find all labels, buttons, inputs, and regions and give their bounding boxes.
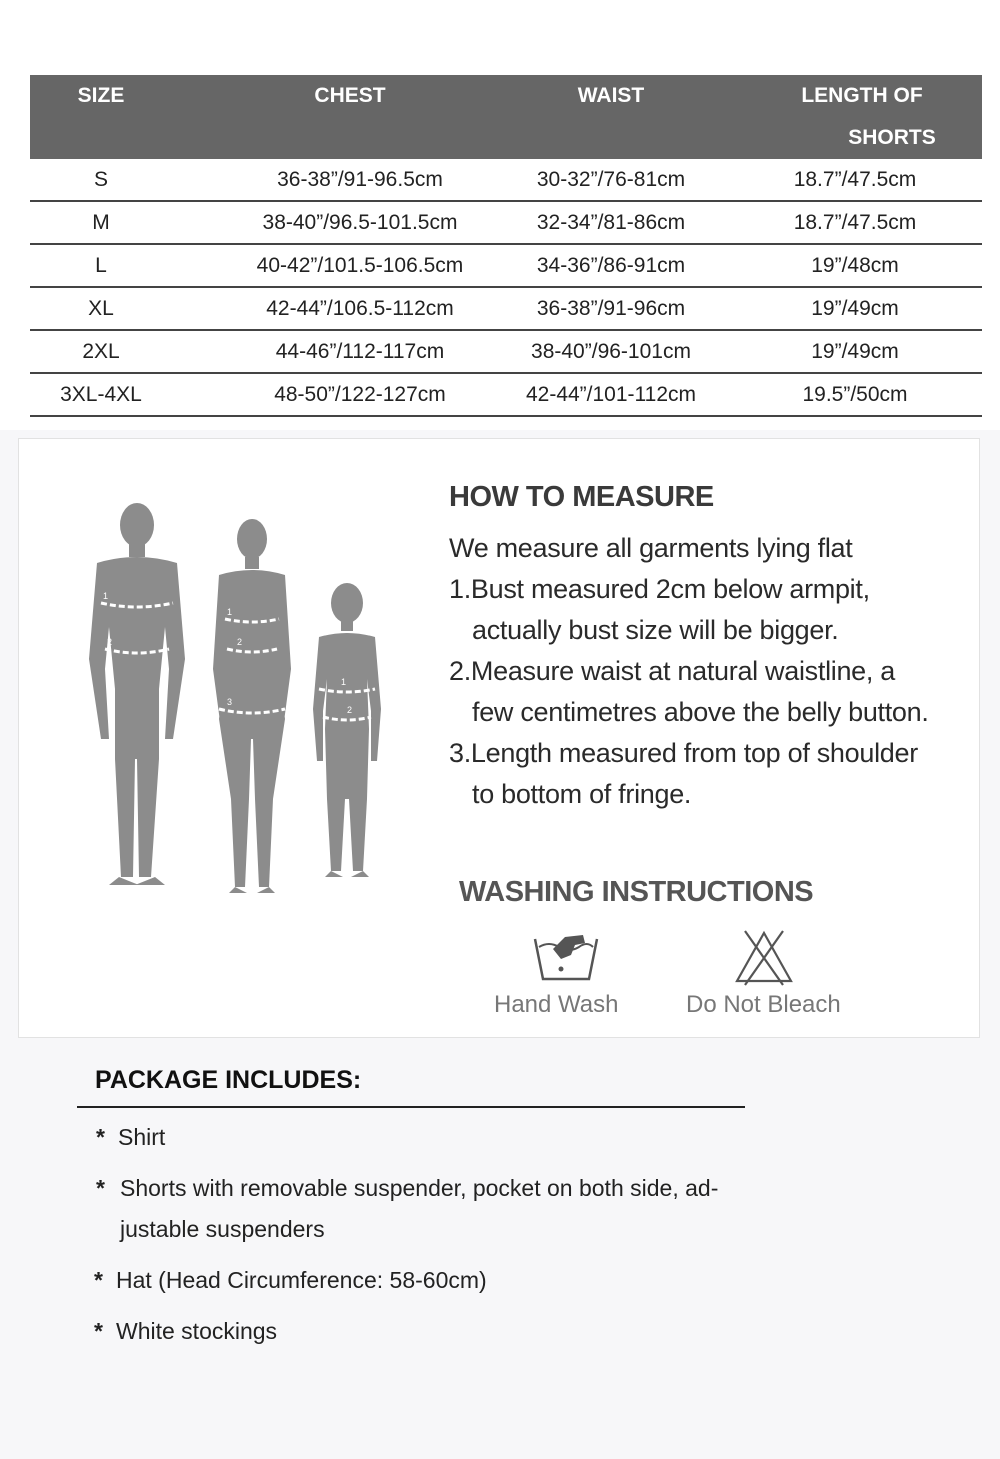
measure-line: 1.Bust measured 2cm below armpit, (449, 574, 870, 604)
measure-line: We measure all garments lying flat (449, 533, 853, 563)
list-item-text: Hat (Head Circumference: 58-60cm) (116, 1267, 487, 1293)
table-row (30, 374, 982, 417)
list-item-text: Shorts with removable suspender, pocket on both side, ad- (120, 1175, 719, 1201)
waist-cell: 32-34”/81-86cm (536, 211, 686, 234)
list-item (94, 1267, 487, 1294)
table-header (30, 75, 982, 159)
chest-cell: 44-46”/112-117cm (275, 340, 445, 363)
length-cell: 18.7”/47.5cm (793, 168, 917, 191)
divider (77, 1106, 745, 1108)
waist-cell: 34-36”/86-91cm (536, 254, 686, 277)
child-figure-icon (313, 583, 381, 877)
bullet-star: * (96, 1124, 105, 1150)
figure-mark: 2 (347, 705, 353, 715)
figure-mark: 1 (227, 607, 233, 617)
figure-mark: 3 (227, 697, 233, 707)
do-not-bleach-label: Do Not Bleach (686, 991, 841, 1018)
measure-line: actually bust size will be bigger. (472, 615, 839, 645)
table-row (30, 331, 982, 374)
hand-wash-label: Hand Wash (494, 991, 619, 1018)
size-cell: 2XL (82, 340, 120, 363)
length-cell: 18.7”/47.5cm (793, 211, 917, 234)
waist-cell: 38-40”/96-101cm (531, 340, 691, 363)
bullet-star: * (94, 1318, 103, 1344)
chest-cell: 48-50”/122-127cm (274, 383, 446, 406)
size-cell: M (92, 211, 110, 234)
chest-cell: 42-44”/106.5-112cm (266, 297, 454, 320)
list-item-text: Shirt (118, 1124, 166, 1150)
header-length-2: SHORTS (848, 126, 936, 149)
waist-cell: 30-32”/76-81cm (536, 168, 686, 191)
list-item (96, 1124, 165, 1151)
measure-line: to bottom of fringe. (472, 779, 692, 809)
length-cell: 19”/49cm (811, 340, 899, 363)
chest-cell: 36-38”/91-96.5cm (277, 168, 443, 191)
chest-cell: 38-40”/96.5-101.5cm (262, 211, 458, 234)
figure-mark: 2 (107, 637, 113, 647)
list-item-text: justable suspenders (120, 1216, 325, 1242)
how-to-measure-title: HOW TO MEASURE (449, 481, 714, 513)
list-item-continuation (120, 1216, 325, 1243)
size-cell: 3XL-4XL (60, 383, 142, 406)
table-row (30, 202, 982, 245)
body-figures-illustration (47, 499, 407, 929)
measure-line: 3.Length measured from top of shoulder (449, 738, 918, 768)
measure-panel (18, 438, 980, 1038)
size-cell: S (93, 168, 108, 191)
header-length: LENGTH OF (801, 84, 923, 107)
size-cell: L (95, 254, 107, 277)
man-figure-icon (89, 503, 185, 885)
measure-line: few centimetres above the belly button. (472, 697, 929, 727)
header-waist: WAIST (577, 84, 645, 107)
waist-cell: 42-44”/101-112cm (525, 383, 697, 406)
washing-instructions-title: WASHING INSTRUCTIONS (459, 876, 814, 908)
figure-mark: 1 (341, 677, 347, 687)
woman-figure-icon (213, 519, 291, 893)
header-chest: CHEST (314, 84, 386, 107)
chest-cell: 40-42”/101.5-106.5cm (256, 254, 464, 277)
table-row (30, 159, 982, 202)
size-cell: XL (88, 297, 114, 320)
length-cell: 19”/49cm (811, 297, 899, 320)
length-cell: 19.5”/50cm (802, 383, 908, 406)
waist-cell: 36-38”/91-96cm (536, 297, 686, 320)
list-item-text: White stockings (116, 1318, 278, 1344)
table-row (30, 245, 982, 288)
package-includes-title: PACKAGE INCLUDES: (95, 1066, 362, 1094)
do-not-bleach-icon (733, 929, 795, 987)
hand-wash-icon (531, 929, 601, 985)
length-cell: 19”/48cm (811, 254, 899, 277)
figure-mark: 2 (237, 637, 243, 647)
bullet-star: * (96, 1175, 105, 1201)
list-item (94, 1318, 277, 1345)
measure-line: 2.Measure waist at natural waistline, a (449, 656, 896, 686)
size-chart-table (30, 75, 982, 417)
table-row (30, 288, 982, 331)
list-item (96, 1175, 718, 1202)
bullet-star: * (94, 1267, 103, 1293)
figure-mark: 1 (103, 591, 109, 601)
header-size: SIZE (77, 84, 125, 107)
